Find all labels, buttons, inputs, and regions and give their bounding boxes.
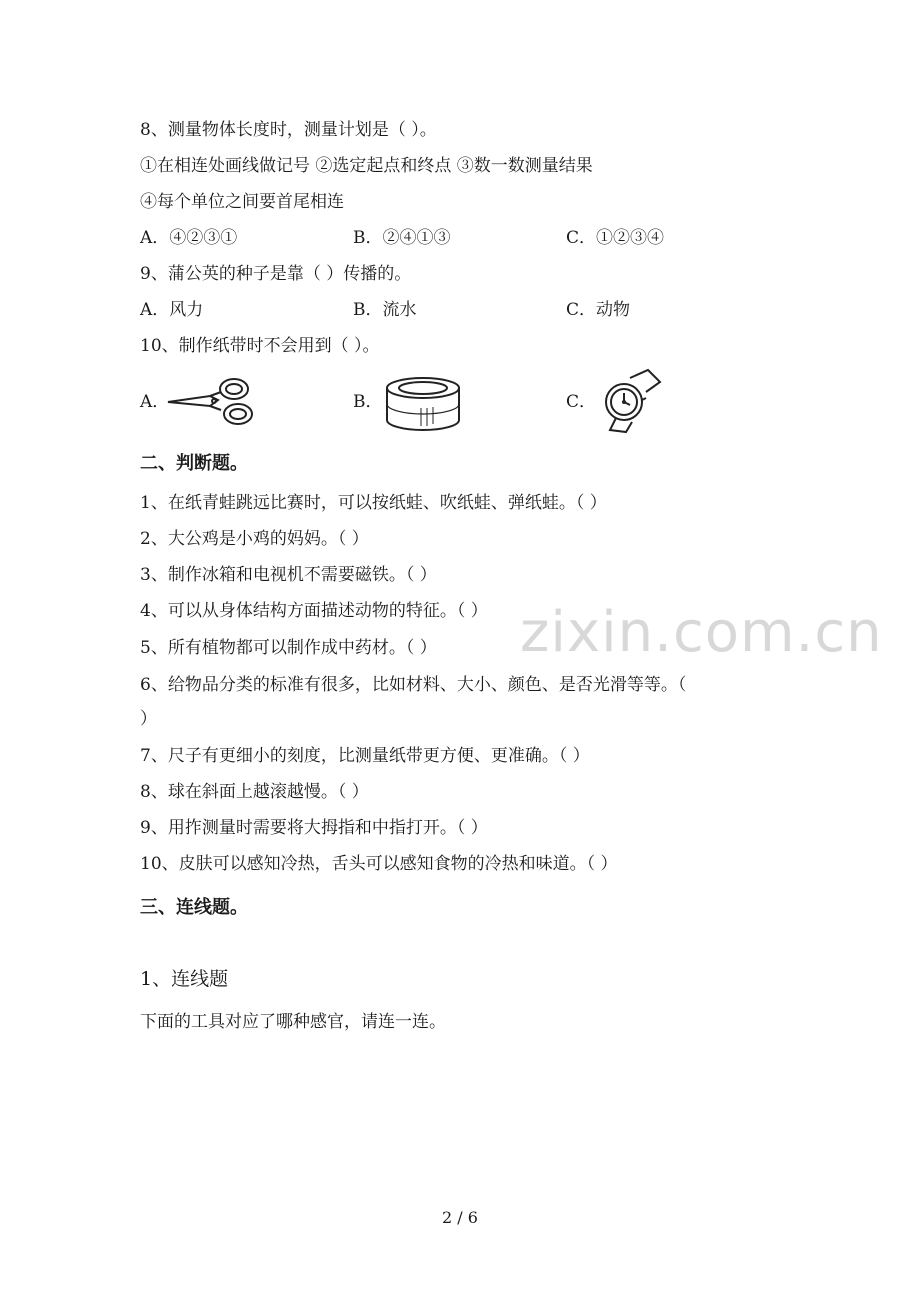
q9-option-a: A．风力: [140, 300, 204, 320]
judge-item-8: 8、球在斜面上越滚越慢。（ ）: [140, 782, 369, 802]
page-number: 2 / 6: [442, 1208, 478, 1227]
judge-item-1: 1、在纸青蛙跳远比赛时，可以按纸蛙、吹纸蛙、弹纸蛙。（ ）: [140, 493, 607, 513]
watermark: zixin.com.cn: [520, 600, 883, 665]
q8-stem: 8、测量物体长度时，测量计划是（ ）。: [140, 120, 437, 140]
scissors-icon: [166, 376, 256, 428]
judge-item-2: 2、大公鸡是小鸡的妈妈。（ ）: [140, 529, 369, 549]
q8-steps-line2: ④每个单位之间要首尾相连: [140, 192, 344, 212]
q10-stem: 10、制作纸带时不会用到（ ）。: [140, 336, 380, 356]
judge-item-3: 3、制作冰箱和电视机不需要磁铁。（ ）: [140, 565, 437, 585]
q9-option-c: C．动物: [566, 300, 631, 320]
judge-item-10: 10、皮肤可以感知冷热，舌头可以感知食物的冷热和味道。（ ）: [140, 854, 618, 874]
judge-item-6: 6、给物品分类的标准有很多，比如材料、大小、颜色、是否光滑等等。（: [140, 675, 687, 695]
q10-option-a-label: A．: [140, 392, 170, 412]
judge-item-5: 5、所有植物都可以制作成中药材。（ ）: [140, 638, 437, 658]
q8-option-b: B．②④①③: [353, 228, 451, 248]
q9-stem: 9、蒲公英的种子是靠（ ）传播的。: [140, 264, 412, 284]
judge-item-6-continued: ）: [140, 709, 157, 729]
wristwatch-icon: [596, 368, 662, 434]
q10-option-c-label: C．: [566, 392, 597, 412]
section3-instruction: 下面的工具对应了哪种感官，请连一连。: [140, 1012, 446, 1032]
section2-title: 二、判断题。: [140, 453, 248, 474]
tape-roll-icon: [383, 374, 463, 434]
section3-subtitle: 1、连线题: [140, 968, 229, 990]
section3-title: 三、连线题。: [140, 897, 248, 918]
q8-steps-line1: ①在相连处画线做记号 ②选定起点和终点 ③数一数测量结果: [140, 156, 593, 176]
q10-option-b-label: B．: [353, 392, 383, 412]
q9-option-b: B．流水: [353, 300, 417, 320]
judge-item-9: 9、用拃测量时需要将大拇指和中指打开。（ ）: [140, 818, 488, 838]
judge-item-7: 7、尺子有更细小的刻度，比测量纸带更方便、更准确。（ ）: [140, 746, 590, 766]
q8-option-a: A．④②③①: [140, 228, 238, 248]
judge-item-4: 4、可以从身体结构方面描述动物的特征。（ ）: [140, 601, 488, 621]
q8-option-c: C．①②③④: [566, 228, 665, 248]
